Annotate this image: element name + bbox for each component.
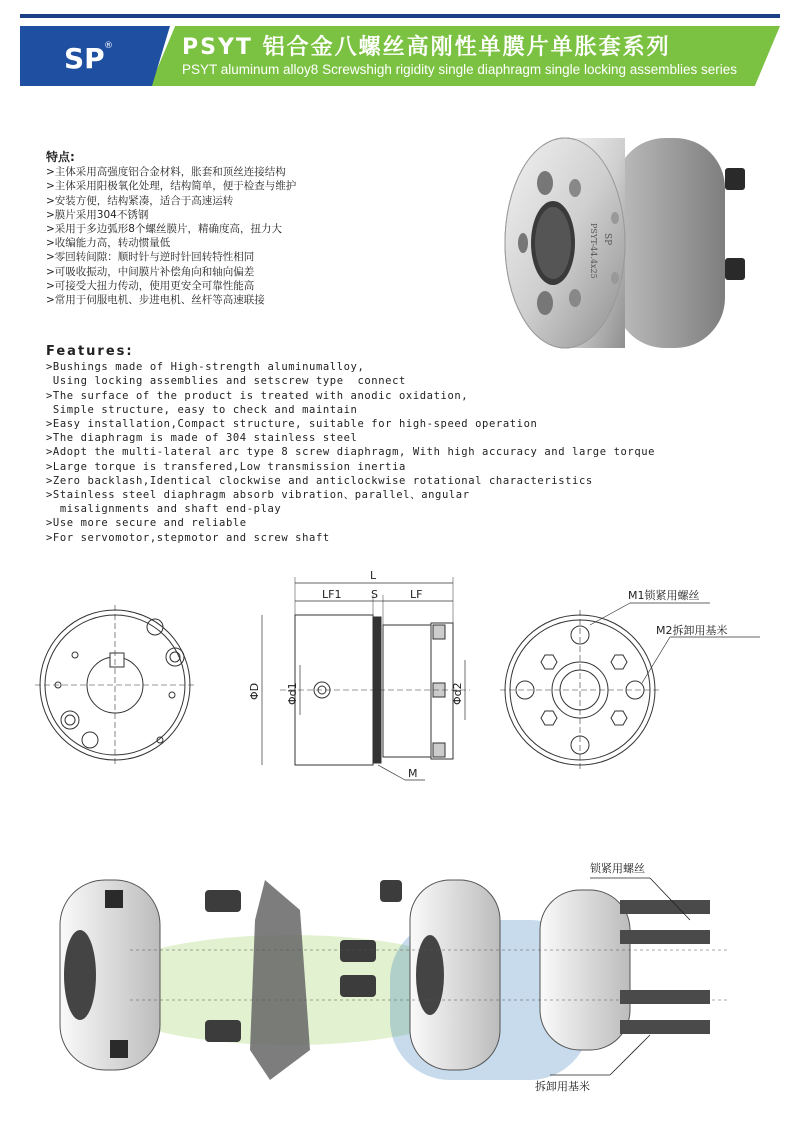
feature-cn-item: >可接受大扭力传动，使用更安全可靠性能高	[46, 279, 255, 292]
feature-cn-item: >主体采用阳极氧化处理，结构简单，便于检查与维护	[46, 180, 297, 193]
features-cn-title: 特点:	[46, 150, 75, 164]
photo-engraving: PSYT-44.4x25	[589, 223, 598, 279]
dim-d2: Φd2	[451, 682, 464, 705]
feature-cn-item: >膜片采用304不锈钢	[46, 208, 149, 221]
dim-M: M	[408, 767, 418, 780]
feature-en-item: >Zero backlash,Identical clockwise and anticlockwise rotational characteristics	[46, 474, 593, 487]
feature-cn-item: >采用于多边弧形8个螺丝膜片，精确度高，扭力大	[46, 223, 282, 236]
feature-cn-item: >常用于伺服电机、步进电机、丝杆等高速联接	[46, 294, 265, 307]
feature-cn-item: >零回转间隙：顺时针与逆时针回转特性相同	[46, 251, 255, 264]
feature-en-item: Using locking assemblies and setscrew type connect	[46, 375, 406, 388]
label-m1: M1锁紧用螺丝	[628, 589, 700, 602]
feature-en-item: >Adopt the multi-lateral arc type 8 screw diaphragm, With high accuracy and large torque	[46, 446, 656, 459]
features-en	[46, 345, 655, 545]
label-lock-screw: 锁紧用螺丝	[590, 862, 645, 875]
feature-en-item: >Stainless steel diaphragm absorb vibration、parallel、angular	[46, 489, 470, 502]
photo-logo: SP	[602, 233, 612, 246]
dim-S: S	[371, 588, 378, 601]
page-title-cn: PSYT 铝合金八螺丝高刚性单膜片单胀套系列	[182, 35, 671, 60]
product-photo	[505, 128, 770, 358]
top-rule	[20, 14, 780, 18]
dim-d1: Φd1	[286, 682, 299, 705]
page-title-en: PSYT aluminum alloy8 Screwshigh rigidity single diaphragm single locking assemblies series	[182, 62, 738, 77]
feature-en-item: >Large torque is transfered,Low transmission inertia	[46, 460, 406, 473]
dim-LF: LF	[410, 588, 423, 601]
features-en-title: Features:	[46, 344, 134, 359]
feature-en-item: >Use more secure and reliable	[46, 517, 247, 530]
dim-L: L	[370, 569, 377, 582]
feature-cn-item: >收编能力高，转动惯量低	[46, 237, 171, 250]
end-view-left	[35, 605, 195, 765]
middle-hub	[410, 880, 500, 1070]
label-removal: 拆卸用基米	[535, 1080, 590, 1093]
feature-en-item: >Bushings made of High-strength aluminumalloy,	[46, 361, 365, 374]
label-m2: M2拆卸用基米	[656, 624, 728, 637]
feature-cn-item: >安装方便，结构紧凑，适合于高速运转	[46, 194, 234, 207]
left-hub	[60, 880, 160, 1070]
logo-reg: ®	[104, 41, 113, 51]
features-cn	[46, 150, 296, 307]
dim-D: ΦD	[248, 682, 261, 700]
feature-en-item: >For servomotor,stepmotor and screw shaft	[46, 531, 330, 544]
feature-en-item: >Easy installation,Compact structure, suitable for high-speed operation	[46, 418, 538, 431]
exploded-view	[50, 850, 750, 1100]
feature-cn-item: >主体采用高强度铝合金材料，胀套和顶丝连接结构	[46, 166, 286, 179]
logo-text: SP	[64, 42, 105, 75]
feature-en-item: >The surface of the product is treated with anodic oxidation,	[46, 389, 469, 402]
feature-en-item: >The diaphragm is made of 304 stainless steel	[46, 432, 358, 445]
dim-LF1: LF1	[322, 588, 342, 601]
feature-cn-item: >可吸收振动，中间膜片补偿角向和轴向偏差	[46, 265, 255, 278]
technical-drawing	[30, 565, 770, 790]
side-view	[262, 577, 470, 780]
feature-en-item: Simple structure, easy to check and maintain	[46, 403, 358, 416]
feature-en-item: misalignments and shaft end-play	[46, 503, 282, 516]
sp-logo	[62, 36, 112, 76]
